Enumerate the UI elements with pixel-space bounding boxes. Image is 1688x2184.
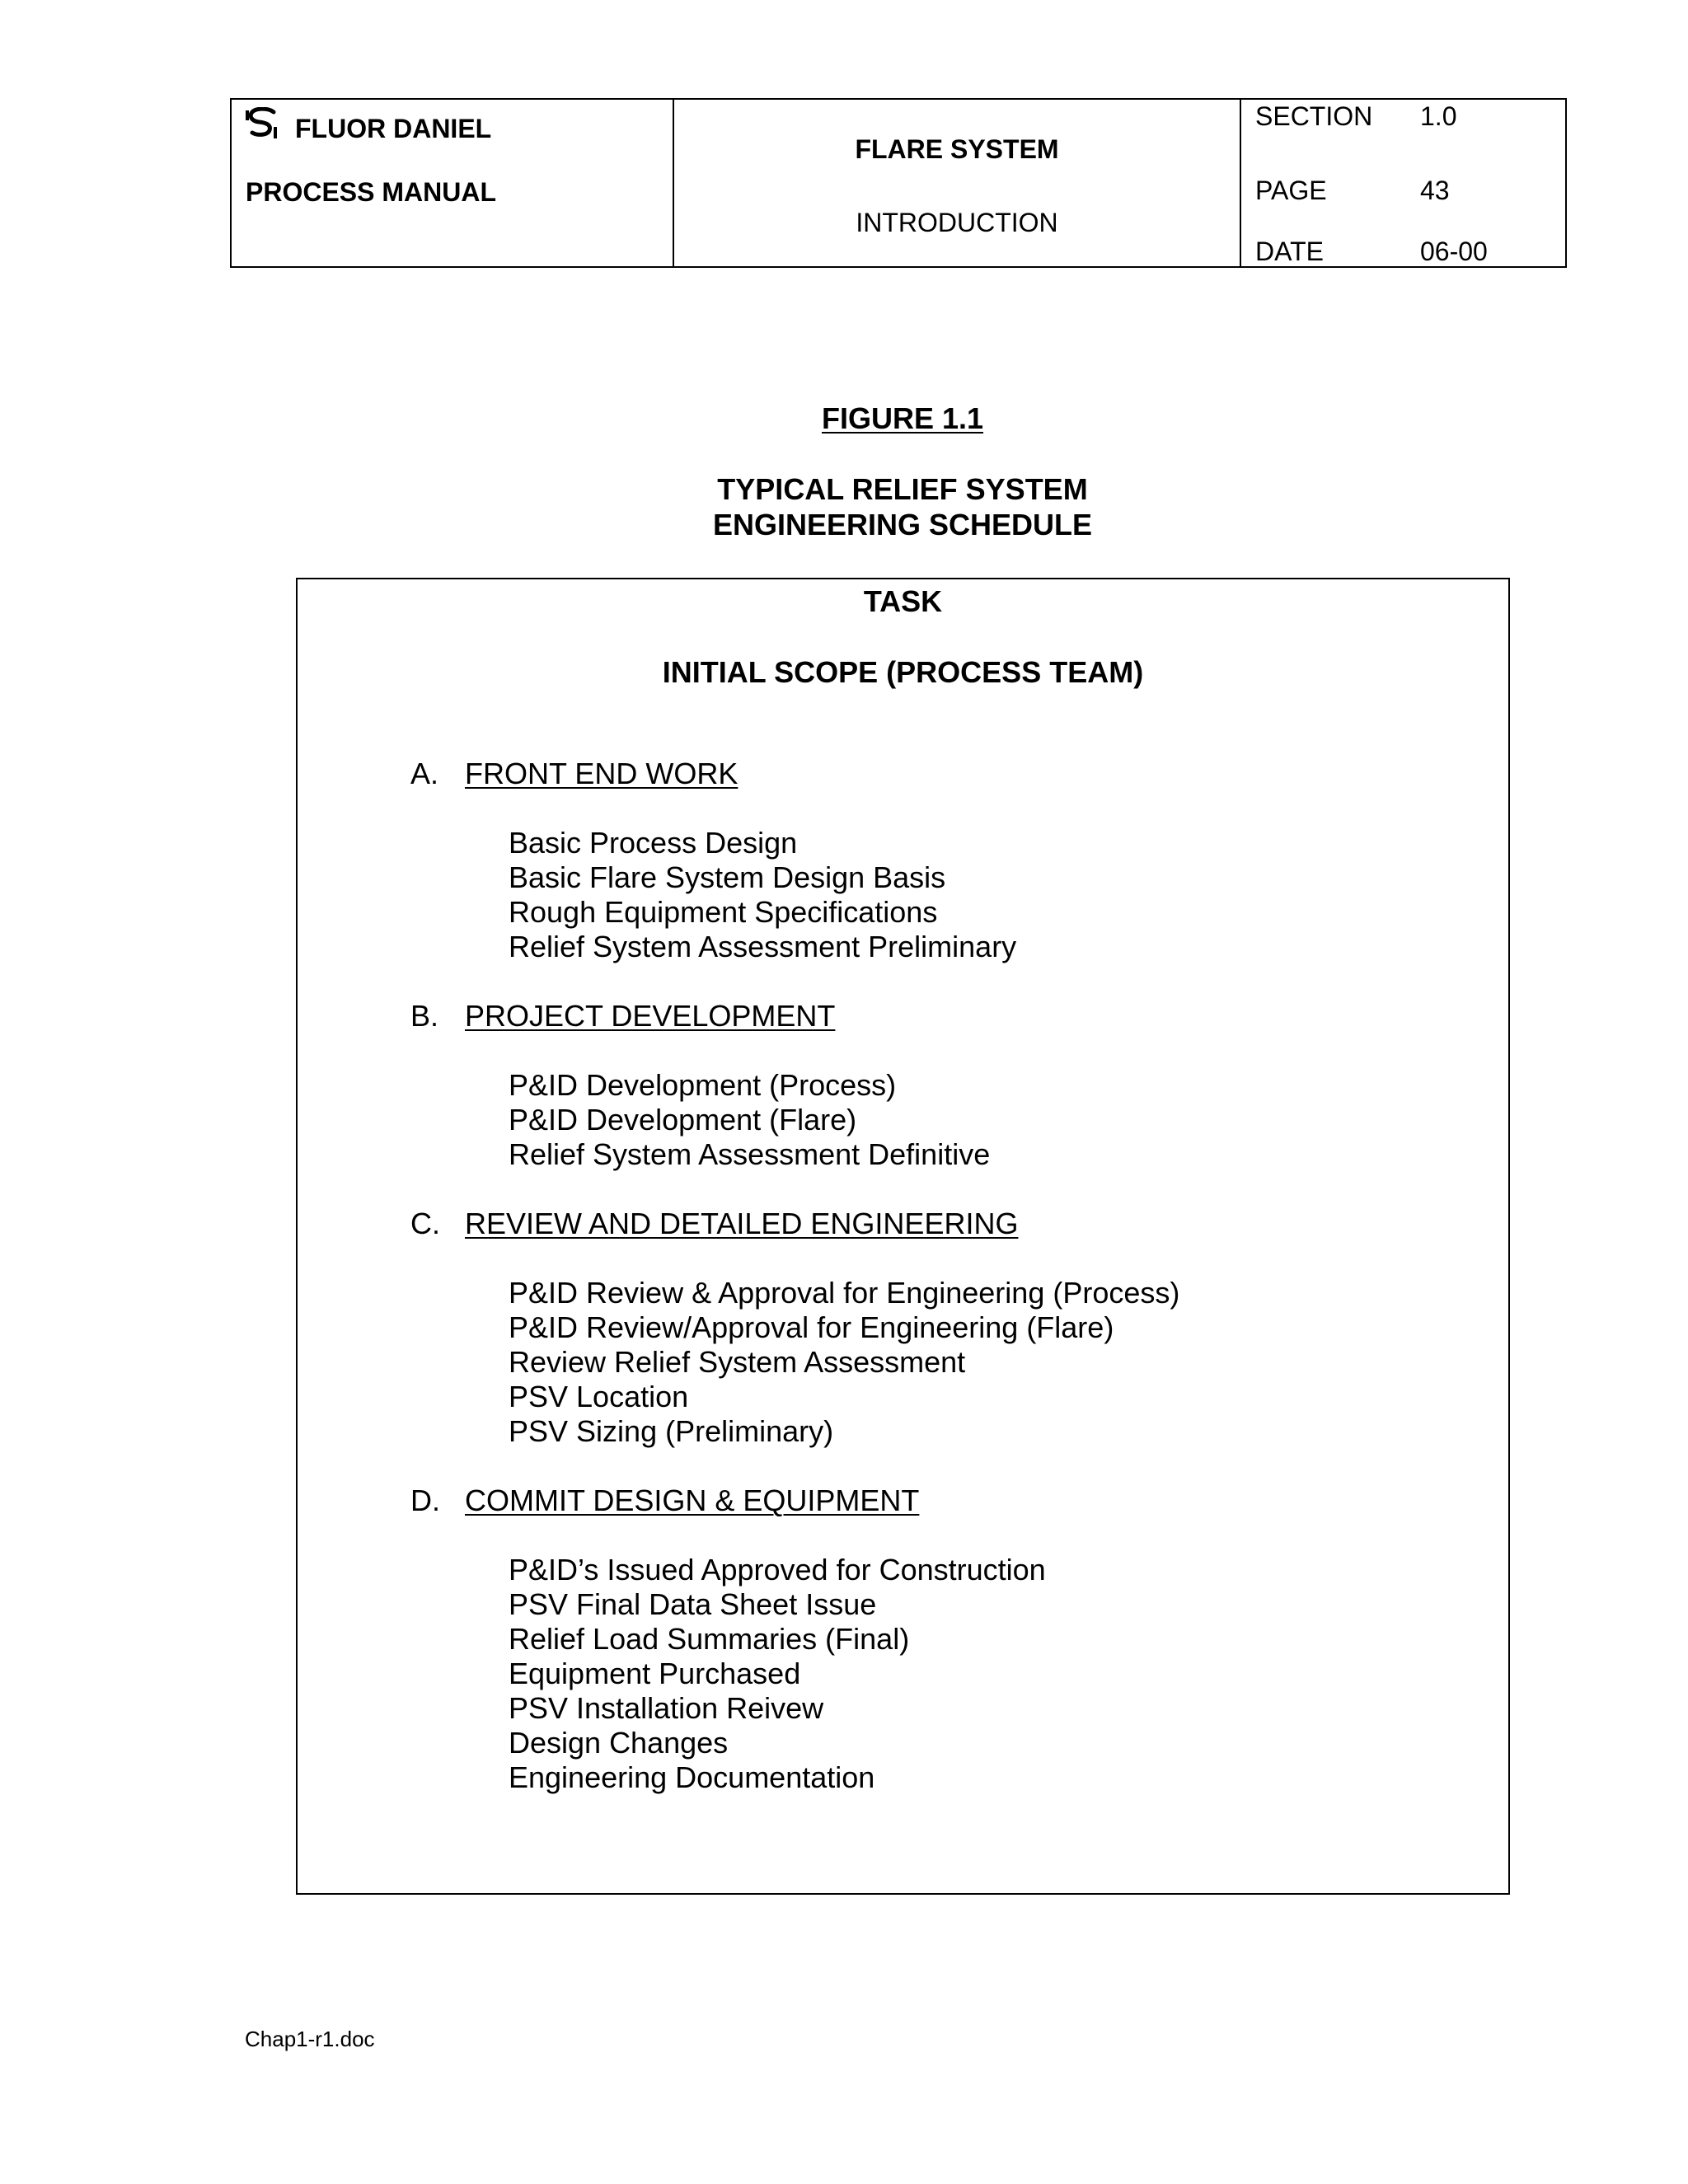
header-title-cell <box>674 100 1241 266</box>
list-item: PSV Final Data Sheet Issue <box>509 1587 877 1621</box>
list-item: Relief System Assessment Preliminary <box>509 930 1017 963</box>
list-item: Engineering Documentation <box>509 1760 875 1794</box>
list-item: Relief System Assessment Definitive <box>509 1137 991 1171</box>
footer-filename: Chap1-r1.doc <box>245 2027 375 2051</box>
task-schedule-box <box>296 578 1510 1895</box>
page-value: 43 <box>1420 176 1450 205</box>
date-value: 06-00 <box>1420 237 1488 266</box>
company-name: FLUOR DANIEL <box>295 114 492 143</box>
list-item: Review Relief System Assessment <box>509 1345 966 1379</box>
header-company-cell <box>232 100 674 266</box>
list-item: P&ID’s Issued Approved for Construction <box>509 1553 1046 1586</box>
task-subheading: INITIAL SCOPE (PROCESS TEAM) <box>662 655 1144 689</box>
subject-title: INTRODUCTION <box>856 208 1058 237</box>
figure-title-line2: ENGINEERING SCHEDULE <box>712 508 1093 541</box>
list-item: Rough Equipment Specifications <box>509 895 938 929</box>
figure-number: FIGURE 1.1 <box>821 401 984 435</box>
list-item: PSV Installation Reivew <box>509 1691 824 1725</box>
section-name: PROJECT DEVELOPMENT <box>465 999 836 1033</box>
section-letter: B. <box>410 999 439 1033</box>
fluor-daniel-logo-icon <box>246 107 277 140</box>
task-heading: TASK <box>863 584 943 618</box>
list-item: Relief Load Summaries (Final) <box>509 1622 910 1656</box>
list-item: Design Changes <box>509 1726 729 1760</box>
list-item: Basic Flare System Design Basis <box>509 860 946 894</box>
section-name: COMMIT DESIGN & EQUIPMENT <box>465 1483 920 1517</box>
list-item: PSV Location <box>509 1380 689 1413</box>
list-item: P&ID Development (Process) <box>509 1068 897 1102</box>
list-item: P&ID Review & Approval for Engineering (Process) <box>509 1276 1180 1310</box>
document-header <box>230 98 1567 268</box>
section-letter: C. <box>410 1207 440 1240</box>
section-label: SECTION <box>1255 101 1373 131</box>
section-letter: A. <box>410 757 439 790</box>
list-item: P&ID Development (Flare) <box>509 1103 857 1137</box>
section-letter: D. <box>410 1483 440 1517</box>
manual-name: PROCESS MANUAL <box>246 177 497 207</box>
header-meta-cell <box>1241 100 1565 266</box>
list-item: P&ID Review/Approval for Engineering (Flare) <box>509 1310 1114 1344</box>
section-value: 1.0 <box>1420 101 1457 131</box>
section-name: FRONT END WORK <box>465 757 738 790</box>
list-item: Basic Process Design <box>509 826 798 860</box>
figure-title-line1: TYPICAL RELIEF SYSTEM <box>717 472 1088 506</box>
system-title: FLARE SYSTEM <box>855 134 1059 164</box>
section-name: REVIEW AND DETAILED ENGINEERING <box>465 1207 1019 1240</box>
page-label: PAGE <box>1255 176 1327 205</box>
list-item: PSV Sizing (Preliminary) <box>509 1414 834 1448</box>
date-label: DATE <box>1255 237 1324 266</box>
list-item: Equipment Purchased <box>509 1657 801 1690</box>
